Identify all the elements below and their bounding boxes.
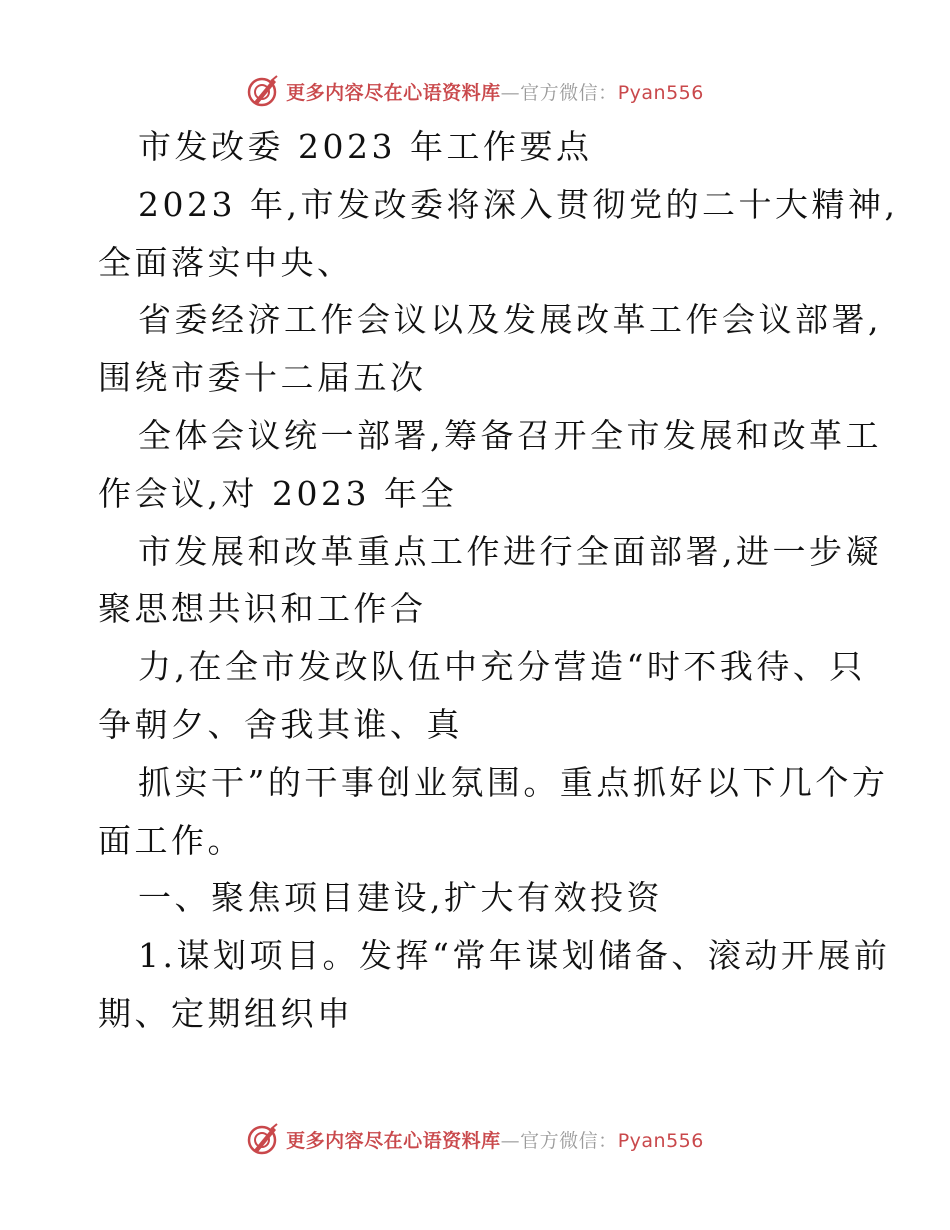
paragraph-line: 作会议,对 2023 年全 <box>98 473 457 513</box>
paragraph-line: 1.谋划项目。发挥“常年谋划储备、滚动开展前 <box>138 936 891 976</box>
paragraph-line: 2023 年,市发改委将深入贯彻党的二十大精神, <box>138 184 899 224</box>
document-title: 市发改委 2023 年工作要点 <box>138 127 593 166</box>
paragraph-line: 全体会议统一部署,筹备召开全市发展和改革工 <box>138 415 882 455</box>
quill-pen-icon <box>246 1122 280 1156</box>
paragraph-line: 面工作。 <box>98 820 244 860</box>
watermark-brand: 更多内容尽在心语资料库 <box>286 81 501 104</box>
watermark-text <box>286 1126 704 1153</box>
footer-watermark <box>0 1119 950 1159</box>
paragraph-line: 力,在全市发改队伍中充分营造“时不我待、只 <box>138 647 866 687</box>
watermark-separator: — <box>500 81 521 104</box>
watermark-wechat-id: Pyan556 <box>617 81 704 104</box>
watermark-wechat-id: Pyan556 <box>617 1129 704 1152</box>
watermark-wechat-label: 官方微信： <box>520 1129 618 1152</box>
header-watermark <box>0 71 950 111</box>
watermark-separator: — <box>500 1129 521 1152</box>
paragraph-line: 市发展和改革重点工作进行全面部署,进一步凝 <box>138 531 882 571</box>
watermark-wechat-label: 官方微信： <box>520 81 618 104</box>
document-body <box>98 118 899 1043</box>
paragraph-line: 聚思想共识和工作合 <box>98 589 427 629</box>
paragraph-line: 全面落实中央、 <box>98 242 354 282</box>
quill-pen-icon <box>246 74 280 108</box>
section-heading: 一、聚焦项目建设,扩大有效投资 <box>138 878 663 918</box>
paragraph-line: 抓实干”的干事创业氛围。重点抓好以下几个方 <box>138 762 889 802</box>
watermark-brand: 更多内容尽在心语资料库 <box>286 1129 501 1152</box>
paragraph-line: 围绕市委十二届五次 <box>98 358 427 398</box>
paragraph-line: 省委经济工作会议以及发展改革工作会议部署, <box>138 300 882 340</box>
paragraph-line: 期、定期组织申 <box>98 993 354 1033</box>
paragraph-line: 争朝夕、舍我其谁、真 <box>98 704 463 744</box>
watermark-text <box>286 78 704 105</box>
